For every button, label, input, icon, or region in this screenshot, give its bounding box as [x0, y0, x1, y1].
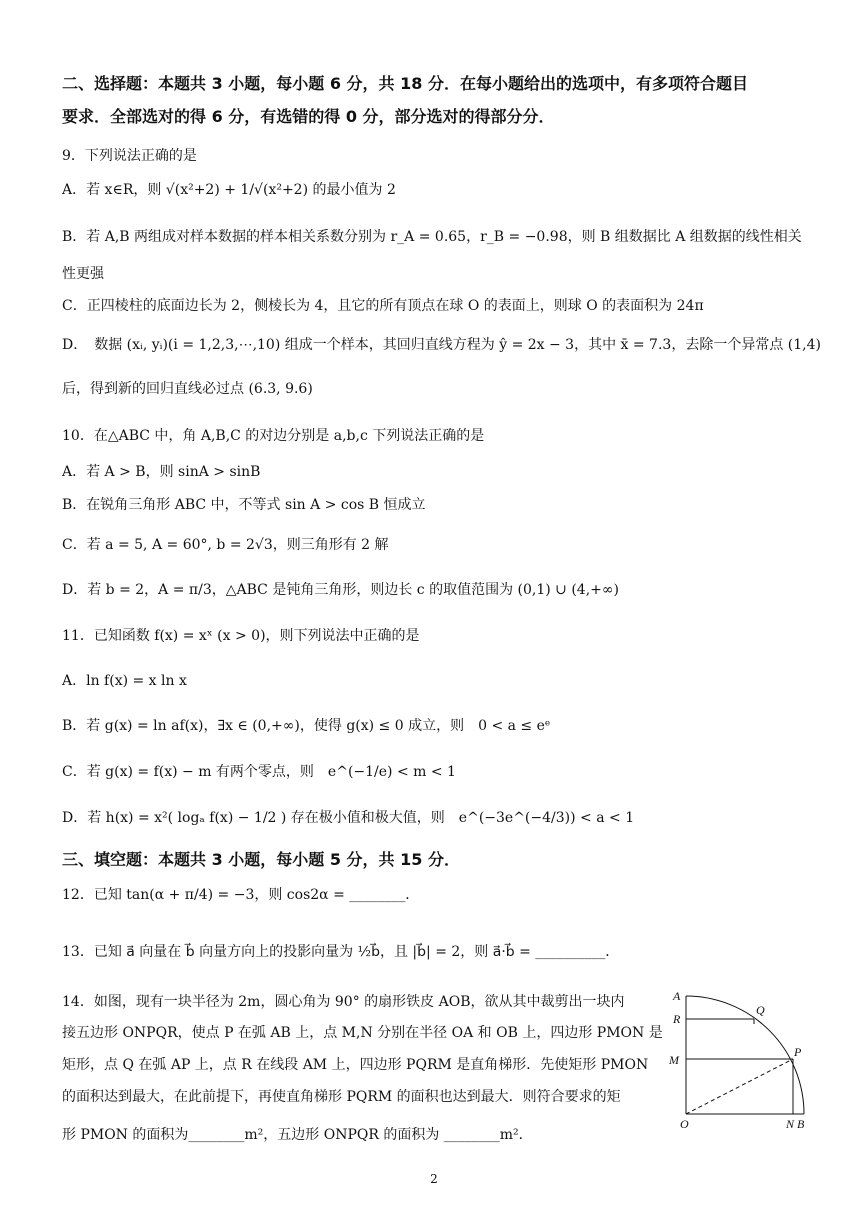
q13-text: 13．已知 a⃗ 向量在 b⃗ 向量方向上的投影向量为 ½b⃗，且 |b⃗| = 2，则 a⃗·b⃗ = __________．	[62, 944, 620, 960]
section3-heading: 三、填空题：本题共 3 小题，每小题 5 分，共 15 分．	[62, 850, 460, 869]
q9-option-d-line2: 后，得到新的回归直线必过点 (6.3, 9.6)	[62, 381, 313, 397]
label-b: B	[797, 1117, 805, 1131]
q9-stem: 9．下列说法正确的是	[62, 148, 197, 164]
q9-option-d-line1: D． 数据 (xᵢ, yᵢ)(i = 1,2,3,⋯,10) 组成一个样本，其回归直线方程为 ŷ = 2x − 3，其中 x̄ = 7.3，去除一个异常点 (1,4)	[62, 337, 821, 353]
label-q: Q	[756, 1003, 765, 1017]
label-n: N	[786, 1117, 795, 1131]
q14-line3: 矩形，点 Q 在弧 AP 上，点 R 在线段 AM 上，四边形 PQRM 是直角梯形．先使矩形 PMON	[62, 1057, 649, 1073]
section2-heading-line1: 二、选择题：本题共 3 小题，每小题 6 分，共 18 分．在每小题给出的选项中，有多项符合题目	[62, 74, 748, 93]
q11-option-a: A．ln f(x) = x ln x	[62, 673, 187, 689]
q9-option-a: A．若 x∈R，则 √(x²+2) + 1/√(x²+2) 的最小值为 2	[62, 182, 396, 198]
q12-text: 12．已知 tan(α + π/4) = −3，则 cos2α = ________．	[62, 887, 420, 903]
label-p: P	[794, 1045, 802, 1059]
q9-option-b-line2: 性更强	[62, 266, 104, 282]
page-number: 2	[430, 1172, 438, 1186]
q10-stem: 10．在△ABC 中，角 A,B,C 的对边分别是 a,b,c 下列说法正确的是	[62, 428, 485, 444]
segment-op-dashed	[686, 1059, 793, 1114]
q10-option-a: A．若 A > B，则 sinA > sinB	[62, 464, 261, 480]
label-m: M	[669, 1053, 679, 1067]
q11-option-d: D．若 h(x) = x²( logₐ f(x) − 1/2 ) 存在极小值和极大值，则 e^(−3e^(−4/3)) < a < 1	[62, 810, 635, 826]
q11-option-c: C．若 g(x) = f(x) − m 有两个零点，则 e^(−1/e) < m < 1	[62, 764, 456, 780]
q9-option-c: C．正四棱柱的底面边长为 2，侧棱长为 4，且它的所有顶点在球 O 的表面上，则球 O 的表面积为 24π	[62, 298, 704, 314]
section2-heading-line2: 要求．全部选对的得 6 分，有选错的得 0 分，部分选对的得部分分．	[62, 107, 555, 126]
q11-option-b: B．若 g(x) = ln af(x)，∃x ∈ (0,+∞)，使得 g(x) ≤ 0 成立，则 0 < a ≤ eᵉ	[62, 718, 551, 734]
q10-option-b: B．在锐角三角形 ABC 中，不等式 sin A > cos B 恒成立	[62, 497, 426, 513]
q14-line1: 14．如图，现有一块半径为 2m，圆心角为 90° 的扇形铁皮 AOB，欲从其中裁剪出一块内	[62, 994, 625, 1010]
label-o: O	[680, 1117, 689, 1131]
q10-option-c: C．若 a = 5, A = 60°, b = 2√3，则三角形有 2 解	[62, 537, 389, 553]
label-r: R	[673, 1012, 681, 1026]
q14-line4: 的面积达到最大，在此前提下，再使直角梯形 PQRM 的面积也达到最大．则符合要求的矩	[62, 1089, 621, 1105]
q14-line5: 形 PMON 的面积为________m²，五边形 ONPQR 的面积为 ________m²．	[62, 1127, 533, 1143]
q11-stem: 11．已知函数 f(x) = xˣ (x > 0)，则下列说法中正确的是	[62, 628, 420, 644]
label-a: A	[673, 989, 681, 1003]
q9-option-b-line1: B．若 A,B 两组成对样本数据的样本相关系数分别为 r_A = 0.65，r_B = −0.98，则 B 组数据比 A 组数据的线性相关	[62, 229, 802, 245]
q14-line2: 接五边形 ONPQR，使点 P 在弧 AB 上，点 M,N 分别在半径 OA 和 OB 上，四边形 PMON 是	[62, 1025, 663, 1041]
sector-figure	[668, 988, 814, 1134]
q10-option-d: D．若 b = 2，A = π/3，△ABC 是钝角三角形，则边长 c 的取值范围为 (0,1) ∪ (4,+∞)	[62, 582, 620, 598]
arc-ab	[686, 996, 804, 1114]
